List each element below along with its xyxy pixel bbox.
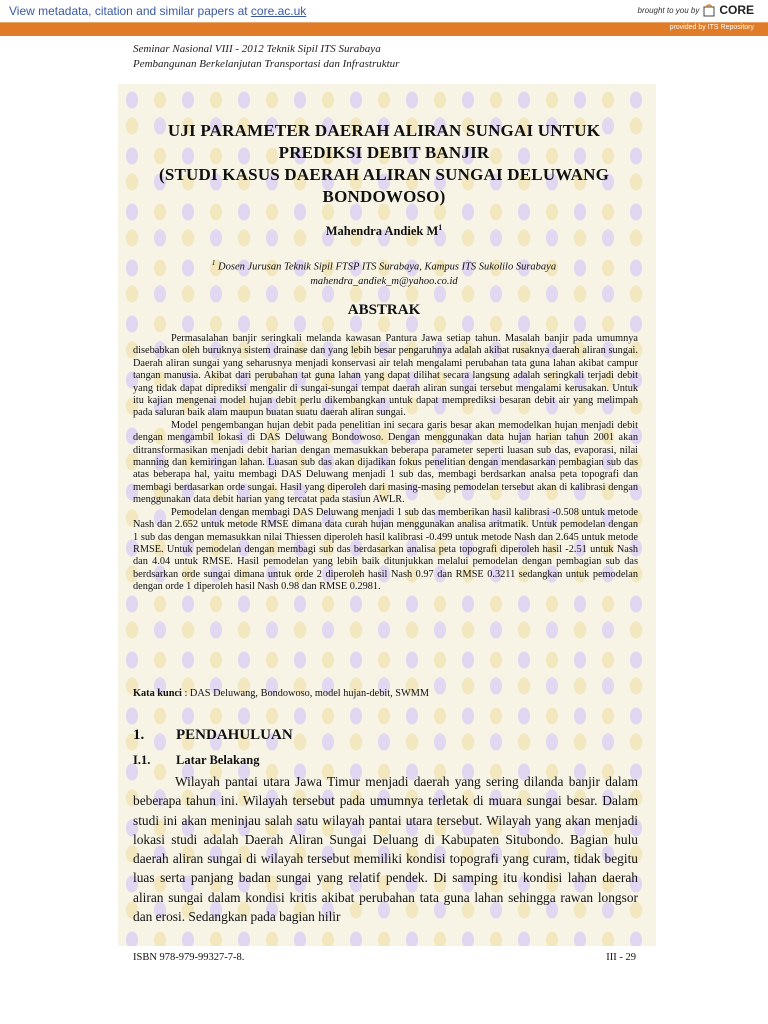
core-logo-icon bbox=[703, 3, 715, 17]
abstract-paragraph: Pemodelan dengan membagi DAS Deluwang menjadi 1 sub das memberikan hasil kalibrasi -0.508 untuk metode Nash dan 2.652 untuk metode RMSE dimana data curah hujan menggunakan analisa aritmatik. Untuk pemodelan dengan 1 sub das dengan memasukkan nilai Thiessen diperoleh hasil kalibrasi -0.499 untuk metode Nash dan 2.645 untuk metode RMSE. Untuk pemodelan dengan membagi sub das berdasarkan analisa peta topografi diperoleh hasil -2.51 untuk Nash dan 4.04 untuk RMSE. Hasil pemodelan yang lebih baik ditunjukkan melalui pemodelan dengan pembagian sub das berdsarkan orde sungai dimana untuk orde 2 diperoleh hasil Nash 0.97 dan RMSE 0.3211 sedangkan untuk pemodelan dengan orde 1 diperoleh hasil Nash 0.98 dan RMSE 0.2981. bbox=[133, 506, 638, 593]
subsection-title: Latar Belakang bbox=[176, 753, 260, 767]
brought-by-label: brought to you by bbox=[637, 5, 700, 15]
affiliation-superscript: 1 bbox=[211, 259, 216, 267]
core-metadata-link[interactable]: View metadata, citation and similar papers at core.ac.uk bbox=[9, 4, 307, 18]
author-name: Mahendra Andiek $M^1$ bbox=[325, 223, 443, 239]
running-head bbox=[133, 42, 399, 72]
affiliation bbox=[120, 256, 648, 289]
section-number: 1. bbox=[133, 727, 145, 743]
core-site-link[interactable]: core.ac.uk bbox=[250, 4, 307, 18]
core-brand[interactable] bbox=[638, 3, 755, 17]
keywords-text: : DAS Deluwang, Bondowoso, model hujan-debit, SWMM bbox=[181, 688, 430, 699]
abstract-paragraph: Permasalahan banjir seringkali melanda kawasan Pantura Jawa setiap tahun. Masalah banjir pada umumnya disebabkan oleh buruknya sistem drainase dan yang lebih besar pengaruhnya adalah akibat rusaknya daerah aliran sungai. Daerah aliran sungai yang seharusnya menjadi konservasi air telah mengalami perubahan tata guna lahan akibat campur tangan manusia. Akibat dari perubahan tat guna lahan yang dapat dilihat secara langsung adalah seringkali terjadi debit yang tidak dapat diprediksi mengalir di sungai-sungai tempat daerah aliran sungai tersebut mengalami kerusakan. Untuk itu kajian mengenai model hujan debit perlu dikembangkan untuk dapat memprediksi besaran debit air yang melimpah pada saluran baik alam maupun buatan suatu daerah aliran sungai. bbox=[133, 333, 638, 419]
title-line: UJI PARAMETER DAERAH ALIRAN SUNGAI UNTUK bbox=[167, 121, 601, 140]
abstract-body bbox=[133, 333, 638, 594]
affiliation-text: Dosen Jurusan Teknik Sipil FTSP ITS Surabaya, Kampus ITS Sukolilo Surabaya bbox=[215, 261, 557, 273]
author-email: mahendra_andiek_m@yahoo.co.id bbox=[310, 275, 458, 287]
section-title: PENDAHULUAN bbox=[176, 727, 293, 743]
abstract-heading: ABSTRAK bbox=[347, 302, 421, 318]
page-number: III - 29 bbox=[606, 952, 636, 963]
subsection-number: I.1. bbox=[133, 753, 151, 767]
core-provider-strip bbox=[0, 23, 768, 36]
body-paragraph: Wilayah pantai utara Jawa Timur menjadi daerah yang sering dilanda banjir dalam beberapa tahun ini. Wilayah tersebut pada umumnya terletak di muara sungai besar. Dalam studi ini akan meninjau salah satu wilayah pantai utara tersebut. Wilayah yang akan menjadi lokasi studi adalah Daerah Aliran Sungai Deluang di Kabupaten Situbondo. Bagian hulu daerah aliran sungai di wilayah tersebut memiliki kondisi topografi yang curam, tidak begitu luas serta panjang badan sungai yang relatif pendek. Di samping itu kondisi lahan daerah aliran sungai dalam kondisi kritis akibat perubahan tata guna lahan sehingga rawan longsor dan erosi. Sedangkan pada bagian hilir bbox=[133, 774, 638, 925]
keywords bbox=[133, 688, 638, 699]
core-banner bbox=[0, 0, 768, 23]
abstract-paragraph: Model pengembangan hujan debit pada penelitian ini secara garis besar akan memodelkan hujan menjadi debit dengan mengambil lokasi di DAS Deluwang Bondowoso. Dengan menggunakan data hujan harian tahun 2001 akan ditransformasikan menjadi debit harian dengan memasukkan beberapa parameter seperti luasan sub das, evaporasi, nilai manning dan kemiringan lahan. Luasan sub das akan dijadikan fokus penelitian dengan mendasarkan pembagian sub das atas beberapa hal, yaitu membagi DAS Deluwang menjadi 1 sub das, membagi berdsarkan analsa peta topografi dan membagi berdasarkan orde sungai. Hasil yang diperoleh dari masing-masing pemodelan tersebut akan di kalibrasi dengan menggunakan data debit harian yang tercatat pada stasiun AWLR. bbox=[133, 419, 638, 506]
running-head-line-2: Pembangunan Berkelanjutan Transportasi dan Infrastruktur bbox=[133, 58, 400, 70]
title-line: (STUDI KASUS DAERAH ALIRAN SUNGAI DELUWANG bbox=[158, 165, 609, 184]
running-head-line-1: Seminar Nasional VIII - 2012 Teknik Sipil ITS Surabaya bbox=[133, 43, 381, 55]
title-line: PREDIKSI DEBIT BANJIR bbox=[278, 143, 490, 162]
keywords-label: Kata kunci bbox=[133, 688, 182, 699]
body-text bbox=[133, 772, 638, 926]
title-line: BONDOWOSO) bbox=[322, 187, 446, 206]
paper-title bbox=[120, 120, 648, 208]
isbn: ISBN 978-979-99327-7-8. bbox=[133, 952, 245, 963]
provided-by-label[interactable]: provided by ITS Repository bbox=[669, 24, 754, 31]
core-brand-name: CORE bbox=[719, 3, 754, 17]
author-superscript: 1 bbox=[438, 223, 443, 232]
